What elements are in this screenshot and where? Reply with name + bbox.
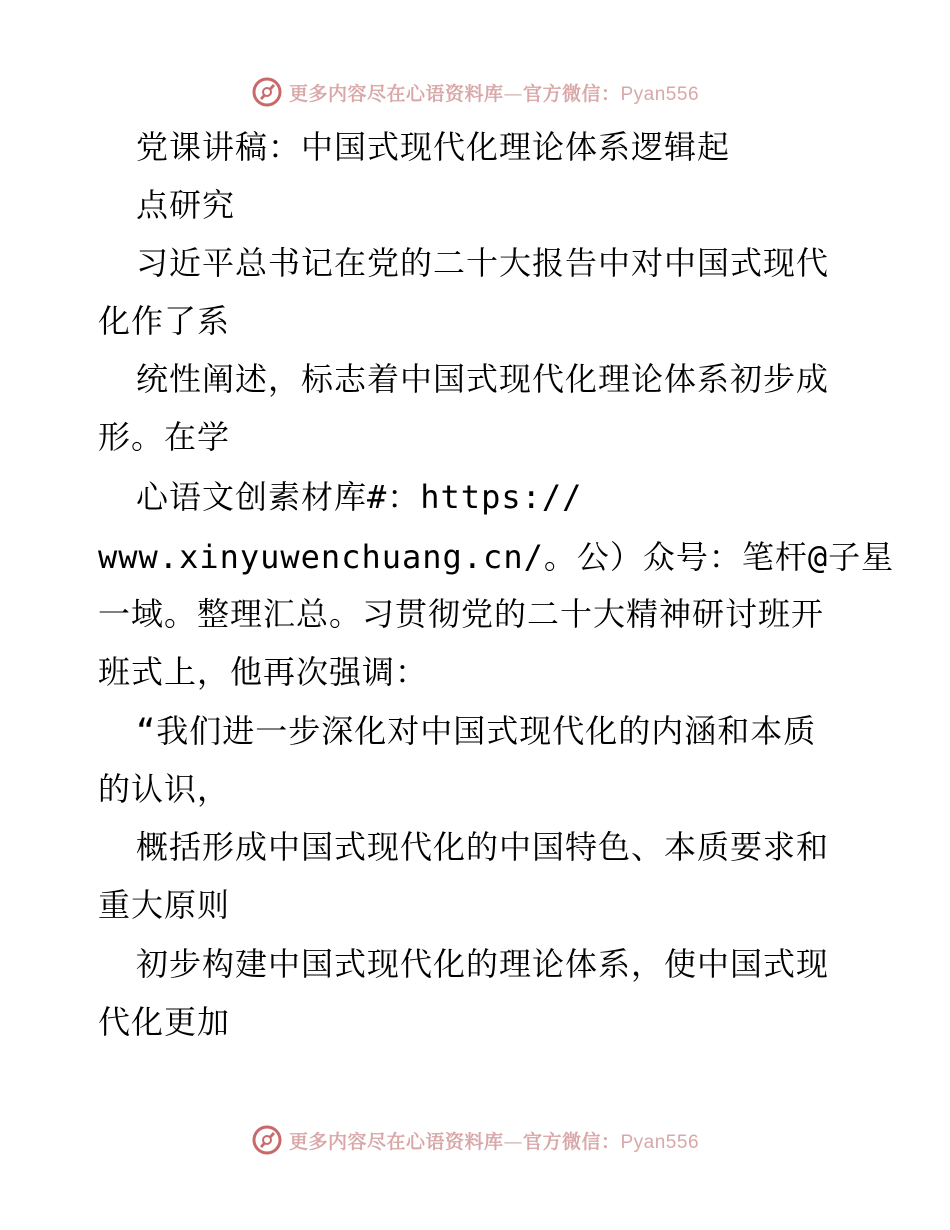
body-line: 重大原则: [98, 886, 231, 924]
header-watermark: [0, 72, 950, 112]
watermark-wechat-label: 官方微信：: [522, 1130, 621, 1153]
quill-emblem-icon: [251, 76, 283, 108]
title-line-2: 点研究: [136, 186, 236, 224]
body-line: 一域。整理汇总。习贯彻党的二十大精神研讨班开: [98, 595, 825, 633]
footer-watermark: [0, 1120, 950, 1160]
watermark-wechat-id: Pyan556: [620, 83, 700, 105]
watermark-text: [289, 79, 699, 106]
body-line: 代化更加: [98, 1003, 231, 1041]
quill-emblem-icon: [251, 1124, 283, 1156]
body-line: 初步构建中国式现代化的理论体系，使中国式现: [136, 945, 830, 983]
watermark-wechat-label: 官方微信：: [522, 82, 621, 105]
watermark-wechat-id: Pyan556: [620, 1131, 700, 1153]
watermark-separator: —: [503, 1130, 523, 1153]
body-line: 的认识，: [98, 770, 231, 808]
body-line: 概括形成中国式现代化的中国特色、本质要求和: [136, 828, 830, 866]
watermark-brand: 更多内容尽在心语资料库: [288, 1130, 504, 1153]
watermark-brand: 更多内容尽在心语资料库: [288, 82, 504, 105]
body-line: www.xinyuwenchuang.cn/。公）众号：笔杆@子星: [98, 538, 895, 576]
watermark-separator: —: [503, 82, 523, 105]
body-line: “我们进一步深化对中国式现代化的内涵和本质: [136, 712, 817, 750]
body-line: 化作了系: [98, 302, 231, 340]
body-line: 形。在学: [98, 418, 231, 456]
body-line: 班式上，他再次强调：: [98, 653, 429, 691]
watermark-text: [289, 1127, 699, 1154]
body-line: 统性阐述，标志着中国式现代化理论体系初步成: [136, 360, 830, 398]
body-line: 心语文创素材库#：https://: [136, 478, 583, 516]
title-line-1: 党课讲稿：中国式现代化理论体系逻辑起: [136, 128, 731, 166]
body-line: 习近平总书记在党的二十大报告中对中国式现代: [136, 244, 830, 282]
